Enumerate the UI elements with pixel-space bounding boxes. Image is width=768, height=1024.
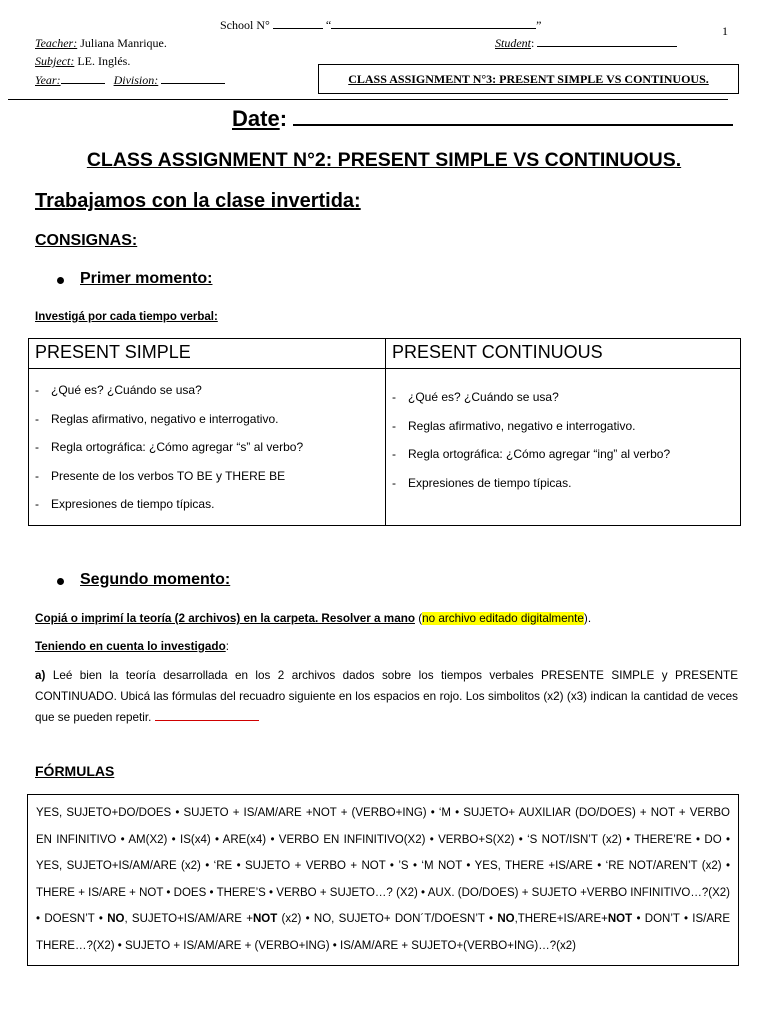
list-item: - Expresiones de tiempo típicas. [35,497,215,511]
section-subtitle: Trabajamos con la clase invertida: [35,190,361,212]
list-item-text: Reglas afirmativo, negativo e interrogativo. [51,411,279,426]
list-item: - Reglas afirmativo, negativo e interrogativo. [35,411,279,426]
copy-instruction [35,612,738,625]
subject-label: Subject: [35,54,75,68]
header-divider [8,99,728,100]
formula-text: YES, SUJETO+DO/DOES • SUJETO + IS/AM/ARE +NOT + (VERBO+ING) • ‘M • SUJETO+ AUXILIAR (DO/DOES) + NOT + VERBO EN INFINITIVO • AM(X2) • IS(x4) • ARE(x4) • VERBO EN INFINITIVO(X2) • VERBO+S(X2) • ‘S NOT/ISN’T (x2) • THERE’RE • DO • YES, SUJETO+IS/AM/ARE (x2) • ‘RE • SUJETO + VERBO + NOT • ’S • ‘M NOT • YES, THERE +IS/ARE • ‘RE NOT/AREN’T (x2) • THERE + IS/ARE + NOT • DOES • THERE’S • VERBO + SUJETO…? (X2) • AUX. (DO/DOES) + SUJETO +VERBO INFINITIVO…?(X2) • DOESN’T • [36,807,730,925]
formula-text: , SUJETO+IS/AM/ARE + [124,913,253,925]
division-blank[interactable] [161,73,225,84]
paren-open: ( [414,612,423,625]
year-label: Year: [35,73,61,87]
formula-text: • DON’T • IS/ARE THERE…?(X2) • SUJETO + IS/AM/ARE + (VERBO+ING) • IS/AM/ARE + SUJETO+(VERBO+ING)…?(x2) [36,913,730,952]
student-blank[interactable] [537,36,677,47]
header-assignment-box: CLASS ASSIGNMENT N°3: PRESENT SIMPLE VS CONTINUOUS. [318,64,739,94]
year-division-line [35,73,225,88]
item-a [35,665,738,728]
school-line [220,18,541,33]
context-label: Teniendo en cuenta lo investigado [35,640,226,653]
tenses-table [28,338,741,526]
list-item: - Expresiones de tiempo típicas. [392,475,572,490]
date-label: Date [232,106,280,131]
formula-bold: NOT [252,913,278,925]
list-item-text: Presente de los verbos TO BE y THERE BE [51,468,286,483]
school-number-blank[interactable] [273,18,323,29]
teacher-line [35,36,167,51]
list-item-text: Expresiones de tiempo típicas. [408,475,572,490]
header-present-simple: PRESENT SIMPLE [29,339,386,369]
school-quote-close: ” [536,18,542,32]
item-letter: a) [35,669,46,682]
student-line [495,36,677,51]
formula-bold: NOT [607,913,633,925]
list-item-text: Regla ortográfica: ¿Cómo agregar “s” al verbo? [51,440,304,454]
date-blank[interactable] [293,107,733,126]
student-label: Student [495,36,531,50]
teacher-label: Teacher: [35,36,78,50]
answer-blank-red[interactable] [155,711,259,721]
list-item-text: Expresiones de tiempo típicas. [51,497,215,511]
bullet-icon [57,578,64,585]
subject-line [35,54,130,69]
paren-close: ). [583,612,592,625]
bullet-icon [57,277,64,284]
list-item: - Regla ortográfica: ¿Cómo agregar “s” al verbo? [35,440,304,454]
list-item: - Regla ortográfica: ¿Cómo agregar “ing” al verbo? [392,447,671,461]
division-label: Division: [113,73,159,87]
context-colon: : [225,640,229,653]
formula-text: (x2) • NO, SUJETO+ DON´T/DOESN’T • [277,913,498,925]
highlighted-note: no archivo editado digitalmente [422,612,584,625]
present-continuous-cell [386,369,741,526]
school-label: School N° [220,18,270,32]
moment1-instruction: Investigá por cada tiempo verbal: [35,311,218,323]
subject-value: LE. Inglés. [77,54,131,68]
list-item-text: ¿Qué es? ¿Cuándo se usa? [408,390,559,404]
list-item: - ¿Qué es? ¿Cuándo se usa? [392,390,559,404]
present-simple-cell [29,369,386,526]
list-item: - ¿Qué es? ¿Cuándo se usa? [35,383,202,397]
date-line [232,106,733,132]
list-item-text: Reglas afirmativo, negativo e interrogativo. [408,418,636,433]
school-name-blank[interactable] [331,18,536,29]
formula-text: ,THERE+IS/ARE+ [514,913,608,925]
list-item-text: Regla ortográfica: ¿Cómo agregar “ing” al verbo? [408,447,671,461]
list-item-text: ¿Qué es? ¿Cuándo se usa? [51,383,202,397]
consignas-heading: CONSIGNAS: [35,232,138,249]
formula-bold: NO [107,913,125,925]
header-present-continuous: PRESENT CONTINUOUS [386,339,741,369]
page-title: CLASS ASSIGNMENT N°2: PRESENT SIMPLE VS CONTINUOUS. [86,149,682,171]
item-text: Leé bien la teoría desarrollada en los 2 archivos dados sobre los tiempos verbales PRESENTE SIMPLE y PRESENTE CONTINUADO. Ubicá las fórmulas del recuadro siguiente en los espacios en rojo. Los simbolitos (x2) (x3) indican la cantidad de veces que se pueden repetir. [35,669,738,724]
page-number: 1 [722,24,728,38]
list-item: - Presente de los verbos TO BE y THERE BE [35,468,286,483]
teacher-value: Juliana Manrique. [80,36,167,50]
student-colon: : [531,36,535,50]
list-item: - Reglas afirmativo, negativo e interrogativo. [392,418,636,433]
formulas-box [27,794,739,966]
formulas-heading: FÓRMULAS [35,763,115,779]
moment1-label: Primer momento: [80,270,213,287]
copy-text: Copiá o imprimí la teoría (2 archivos) en la carpeta. Resolver a mano [35,612,415,625]
year-blank[interactable] [61,73,105,84]
formula-bold: NO [497,913,515,925]
school-quote-open: “ [325,18,332,32]
date-colon: : [279,106,288,131]
moment2-label: Segundo momento: [80,571,231,588]
context-line [35,640,738,653]
